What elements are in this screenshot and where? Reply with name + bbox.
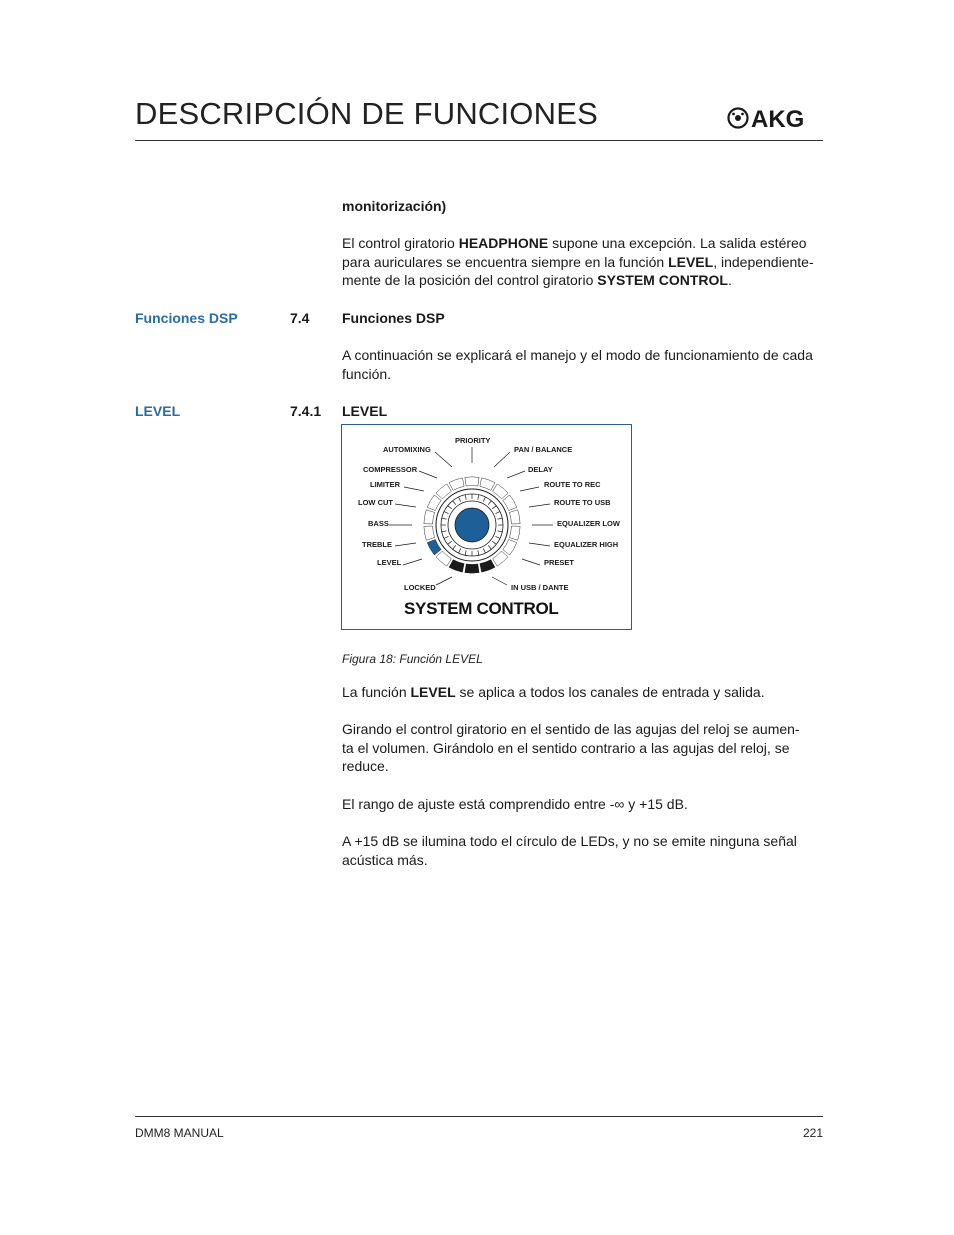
- label-pointer-line: [492, 577, 507, 585]
- label-locked: LOCKED: [404, 583, 436, 592]
- intro-p1-run-2: supone una excepción. La salida estéreo: [548, 235, 807, 251]
- label-pointer-line: [395, 504, 416, 507]
- knob: [436, 489, 508, 561]
- intro-p1-run-0: El control giratorio: [342, 235, 459, 251]
- led-segment: [503, 539, 517, 555]
- label-low-cut: LOW CUT: [358, 498, 393, 507]
- label-equalizer-low: EQUALIZER LOW: [557, 519, 620, 528]
- section-7-4-text: [342, 346, 824, 383]
- page-number: 221: [802, 1126, 823, 1140]
- akg-logo-icon: [729, 109, 748, 128]
- side-label-level: LEVEL: [135, 403, 181, 419]
- led-segment: [424, 526, 435, 540]
- intro-p1-run-4: para auriculares se encuentra siempre en la función: [342, 253, 669, 270]
- led-segment: [449, 560, 464, 573]
- body-p1-run-1: LEVEL: [410, 684, 456, 700]
- label-pointer-line: [404, 487, 424, 491]
- intro-p1-run-9: SYSTEM CONTROL: [597, 272, 728, 288]
- intro-p1-run-1: HEADPHONE: [458, 235, 549, 251]
- intro-paragraph: [342, 234, 824, 290]
- section-number-7-4: 7.4: [290, 310, 310, 326]
- header-rule: [135, 140, 823, 141]
- body-p2-line2: ta el volumen. Girándolo en el sentido contrario a las agujas del reloj, se: [342, 739, 790, 756]
- knob-center: [455, 508, 489, 542]
- body-p1-run-0: La función: [342, 684, 411, 700]
- led-segment: [427, 539, 441, 555]
- led-segment: [465, 477, 479, 486]
- akg-logo: [727, 104, 823, 132]
- led-segment: [509, 526, 520, 540]
- body-paragraph-3: El rango de ajuste está comprendido entre -∞ y +15 dB.: [342, 796, 688, 812]
- label-delay: DELAY: [528, 465, 553, 474]
- label-pointer-line: [435, 452, 452, 467]
- section-heading-dsp: Funciones DSP: [342, 310, 445, 326]
- label-pointer-line: [507, 471, 525, 478]
- body-p1-run-2: se aplica a todos los canales de entrada y salida.: [455, 684, 765, 700]
- label-pointer-line: [520, 487, 539, 491]
- label-treble: TREBLE: [362, 540, 392, 549]
- intro-bold-line: monitorización): [342, 198, 447, 214]
- body-p4-line1: A +15 dB se ilumina todo el círculo de LEDs, y no se emite ninguna señal: [342, 833, 797, 849]
- body-p2-line3: reduce.: [342, 758, 389, 774]
- section-number-7-4-1: 7.4.1: [290, 403, 322, 419]
- led-segment: [424, 510, 435, 524]
- side-label-dsp: Funciones DSP: [135, 310, 238, 326]
- label-pointer-line: [403, 559, 422, 565]
- akg-logo-text: AKG: [751, 106, 805, 132]
- led-segment: [480, 478, 495, 491]
- label-equalizer-high: EQUALIZER HIGH: [554, 540, 619, 549]
- label-pointer-line: [529, 543, 550, 546]
- intro-p1-run-6: , independiente-: [713, 253, 814, 270]
- system-control-figure: [341, 424, 632, 630]
- body-p2-line1: Girando el control giratorio en el sentido de las agujas del reloj se aumen-: [342, 721, 800, 737]
- figure-caption: Figura 18: Función LEVEL: [342, 652, 483, 666]
- led-segment: [427, 495, 441, 511]
- label-pointer-line: [529, 504, 550, 507]
- label-preset: PRESET: [544, 558, 575, 567]
- led-segment: [509, 510, 520, 524]
- body-p4-line2: acústica más.: [342, 851, 428, 868]
- label-pointer-line: [522, 559, 540, 565]
- led-segment: [480, 560, 495, 573]
- intro-p1-run-10: .: [727, 272, 732, 288]
- section-7-4-line1: A continuación se explicará el manejo y el modo de funcionamiento de cada: [342, 347, 813, 363]
- led-segment: [503, 495, 517, 511]
- label-route-to-usb: ROUTE TO USB: [554, 498, 611, 507]
- label-pointer-line: [436, 577, 452, 585]
- body-paragraph-2: [342, 720, 824, 776]
- intro-p1-run-5: LEVEL: [668, 253, 714, 270]
- label-route-to-rec: ROUTE TO REC: [544, 480, 601, 489]
- label-priority: PRIORITY: [455, 436, 491, 445]
- section-heading-level: LEVEL: [342, 403, 388, 419]
- label-automixing: AUTOMIXING: [383, 445, 431, 454]
- led-segment: [449, 478, 464, 491]
- label-level: LEVEL: [377, 558, 402, 567]
- body-paragraph-1: [342, 683, 824, 702]
- system-control-title: SYSTEM CONTROL: [404, 599, 559, 618]
- label-bass: BASS: [368, 519, 389, 528]
- label-pointer-line: [494, 452, 510, 467]
- page-title: DESCRIPCIÓN DE FUNCIONES: [135, 96, 598, 131]
- footer-manual-name: DMM8 MANUAL: [135, 1126, 224, 1140]
- led-segment: [465, 564, 479, 573]
- label-limiter: LIMITER: [370, 480, 400, 489]
- footer-rule: [135, 1116, 823, 1117]
- label-compressor: COMPRESSOR: [363, 465, 418, 474]
- label-pointer-line: [419, 471, 437, 478]
- label-in-usb-dante: IN USB / DANTE: [511, 583, 569, 592]
- label-pan-balance: PAN / BALANCE: [514, 445, 573, 454]
- body-paragraph-4: [342, 832, 824, 869]
- label-pointer-line: [395, 543, 416, 546]
- section-7-4-line2: función.: [342, 365, 392, 382]
- intro-p1-run-8: mente de la posición del control giratorio: [342, 272, 598, 288]
